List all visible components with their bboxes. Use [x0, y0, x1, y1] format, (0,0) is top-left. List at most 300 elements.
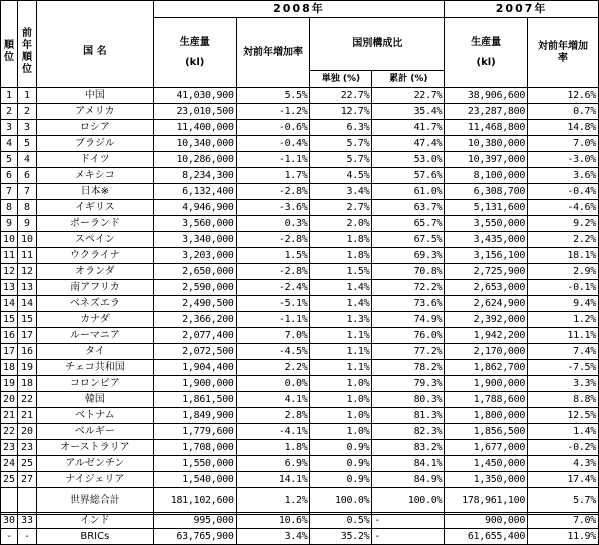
production-2007-cell: 2,725,900 [445, 264, 528, 280]
change-2007-cell: -0.4% [528, 184, 599, 200]
production-2008-cell: 1,540,000 [153, 472, 236, 488]
share-cumulative-cell: 73.6% [372, 296, 445, 312]
production-2007-cell: 900,000 [445, 513, 528, 529]
share-single-cell: 1.3% [310, 312, 372, 328]
prev-rank-cell: 33 [17, 513, 36, 529]
production-2008-cell: 10,286,000 [153, 152, 236, 168]
production-2008-cell: 995,000 [153, 513, 236, 529]
production-2008-cell: 3,203,000 [153, 248, 236, 264]
country-cell: メキシコ [36, 168, 153, 184]
country-cell: ナイジェリア [36, 472, 153, 488]
production-2007-cell: 1,788,600 [445, 392, 528, 408]
country-cell: ベルギー [36, 424, 153, 440]
share-cumulative-cell: 78.2% [372, 360, 445, 376]
rank-cell [1, 488, 18, 515]
share-cumulative-cell: 100.0% [372, 488, 445, 515]
production-2008-cell: 23,010,500 [153, 104, 236, 120]
change-2007-cell: -4.6% [528, 200, 599, 216]
table-row [1, 456, 599, 472]
production-2007-cell: 178,961,100 [445, 488, 528, 515]
production-2008-cell: 181,102,600 [153, 488, 236, 515]
table-row [1, 120, 599, 136]
table-row [1, 88, 599, 104]
share-single-cell: 6.3% [310, 120, 372, 136]
change-2007-cell: 3.3% [528, 376, 599, 392]
rank-cell: 21 [1, 408, 18, 424]
production-2008-cell: 1,708,000 [153, 440, 236, 456]
prev-rank-cell: 5 [17, 136, 36, 152]
change-2008-cell: -2.8% [236, 184, 310, 200]
rank-cell: 2 [1, 104, 18, 120]
prev-rank-cell: 11 [17, 248, 36, 264]
table-row [1, 104, 599, 120]
table-row [1, 232, 599, 248]
change-2008-cell: -2.8% [236, 232, 310, 248]
share-single-cell: 0.9% [310, 440, 372, 456]
prev-rank-cell: 2 [17, 104, 36, 120]
change-2008-cell: -1.1% [236, 152, 310, 168]
change-2007-cell: 7.0% [528, 136, 599, 152]
rank-cell: 17 [1, 344, 18, 360]
rank-cell: - [1, 529, 18, 545]
table-row [1, 424, 599, 440]
prev-rank-cell: 13 [17, 280, 36, 296]
share-cumulative-cell: 84.1% [372, 456, 445, 472]
production-2008-cell: 4,946,900 [153, 200, 236, 216]
rank-cell: 10 [1, 232, 18, 248]
production-2007-cell: 1,942,200 [445, 328, 528, 344]
country-cell: ルーマニア [36, 328, 153, 344]
header-blank [17, 1, 36, 18]
change-2008-cell: 6.9% [236, 456, 310, 472]
share-cumulative-cell: 35.4% [372, 104, 445, 120]
change-2007-cell: 0.7% [528, 104, 599, 120]
change-2008-cell: 2.2% [236, 360, 310, 376]
production-2008-cell: 2,366,200 [153, 312, 236, 328]
prev-rank-cell: - [17, 529, 36, 545]
prev-rank-cell: 4 [17, 152, 36, 168]
prev-rank-cell: 27 [17, 472, 36, 488]
production-2008-cell: 1,849,900 [153, 408, 236, 424]
table-row [1, 264, 599, 280]
rank-cell: 19 [1, 376, 18, 392]
total-row [1, 488, 599, 515]
share-single-cell: 1.0% [310, 424, 372, 440]
change-2007-cell: 2.2% [528, 232, 599, 248]
rank-cell: 20 [1, 392, 18, 408]
change-2008-cell: 4.1% [236, 392, 310, 408]
share-cumulative-cell: 53.0% [372, 152, 445, 168]
share-cumulative-cell: 74.9% [372, 312, 445, 328]
change-2007-cell: 2.9% [528, 264, 599, 280]
rank-cell: 18 [1, 360, 18, 376]
production-2007-unit: (kl) [476, 56, 496, 68]
table-row [1, 440, 599, 456]
rank-cell: 6 [1, 168, 18, 184]
change-2007-cell: 4.3% [528, 456, 599, 472]
change-2008-cell: 0.0% [236, 376, 310, 392]
change-2007-cell: 11.9% [528, 529, 599, 545]
table-row [1, 376, 599, 392]
change-2007-cell: 17.4% [528, 472, 599, 488]
table-row [1, 344, 599, 360]
change-2007-cell: 12.6% [528, 88, 599, 104]
table-row [1, 312, 599, 328]
prev-rank-cell: 8 [17, 200, 36, 216]
change-2008-cell: 5.5% [236, 88, 310, 104]
table-row [1, 296, 599, 312]
share-single-cell: 3.4% [310, 184, 372, 200]
prev-rank-cell: 15 [17, 312, 36, 328]
prev-rank-cell: 22 [17, 392, 36, 408]
table-row [1, 136, 599, 152]
change-2007-cell: 14.8% [528, 120, 599, 136]
country-cell: 南アフリカ [36, 280, 153, 296]
table-row [1, 408, 599, 424]
production-2008-header [153, 18, 236, 88]
change-2008-cell: -0.4% [236, 136, 310, 152]
change-2008-cell: 0.3% [236, 216, 310, 232]
change-2007-cell: -0.2% [528, 440, 599, 456]
prev-rank-cell: 23 [17, 440, 36, 456]
change-2008-header: 対前年増加率 [236, 18, 310, 88]
rank-cell: 13 [1, 280, 18, 296]
production-2008-cell: 1,861,500 [153, 392, 236, 408]
change-2008-cell: 1.5% [236, 248, 310, 264]
country-cell: アルゼンチン [36, 456, 153, 472]
prev-rank-cell: 20 [17, 424, 36, 440]
production-2007-cell: 2,624,900 [445, 296, 528, 312]
production-2008-cell: 2,490,500 [153, 296, 236, 312]
country-cell: ロシア [36, 120, 153, 136]
production-2007-cell: 10,397,000 [445, 152, 528, 168]
rank-cell: 14 [1, 296, 18, 312]
share-single-cell: 0.9% [310, 472, 372, 488]
share-single-cell: 1.8% [310, 248, 372, 264]
production-2008-cell: 3,340,000 [153, 232, 236, 248]
production-2008-cell: 1,900,000 [153, 376, 236, 392]
rank-cell: 12 [1, 264, 18, 280]
production-2008-cell: 1,550,000 [153, 456, 236, 472]
table-row [1, 513, 599, 529]
rank-cell: 30 [1, 513, 18, 529]
share-cumulative-cell: 57.6% [372, 168, 445, 184]
production-2008-label: 生産量 [179, 36, 210, 48]
prev-rank-cell: 10 [17, 232, 36, 248]
production-2008-cell: 1,904,400 [153, 360, 236, 376]
production-2007-cell: 23,287,800 [445, 104, 528, 120]
production-2007-cell: 1,900,000 [445, 376, 528, 392]
country-header: 国 名 [36, 18, 153, 88]
share-single-cell: 0.5% [310, 513, 372, 529]
table-row [1, 184, 599, 200]
change-2008-cell: 3.4% [236, 529, 310, 545]
share-cumulative-cell: 77.2% [372, 344, 445, 360]
production-2007-cell: 3,156,100 [445, 248, 528, 264]
change-2008-cell: -1.2% [236, 104, 310, 120]
production-2008-cell: 2,650,000 [153, 264, 236, 280]
country-cell: チェコ共和国 [36, 360, 153, 376]
country-cell: ポーランド [36, 216, 153, 232]
share-single-cell: 1.0% [310, 392, 372, 408]
rank-cell: 4 [1, 136, 18, 152]
rank-cell: 5 [1, 152, 18, 168]
production-2007-cell: 1,862,700 [445, 360, 528, 376]
share-header: 国別構成比 [310, 18, 445, 71]
production-2007-cell: 2,653,000 [445, 280, 528, 296]
change-2008-cell: -3.6% [236, 200, 310, 216]
table-row [1, 360, 599, 376]
change-2007-cell: 1.2% [528, 312, 599, 328]
share-single-cell: 1.8% [310, 232, 372, 248]
production-2007-header [445, 18, 528, 88]
production-2007-cell: 11,468,800 [445, 120, 528, 136]
share-single-cell: 1.5% [310, 264, 372, 280]
share-single-cell: 22.7% [310, 88, 372, 104]
prev-rank-cell: 1 [17, 88, 36, 104]
rank-cell: 7 [1, 184, 18, 200]
country-cell: ドイツ [36, 152, 153, 168]
change-2007-cell: 3.6% [528, 168, 599, 184]
rank-cell: 9 [1, 216, 18, 232]
prev-rank-cell: 12 [17, 264, 36, 280]
country-cell: ベネズエラ [36, 296, 153, 312]
change-2008-cell: -2.8% [236, 264, 310, 280]
share-single-cell: 0.9% [310, 456, 372, 472]
share-cumulative-cell: 61.0% [372, 184, 445, 200]
country-cell: 日本※ [36, 184, 153, 200]
country-cell: コロンビア [36, 376, 153, 392]
change-2007-cell: 18.1% [528, 248, 599, 264]
table-row [1, 200, 599, 216]
change-2008-cell: -4.1% [236, 424, 310, 440]
rank-cell: 11 [1, 248, 18, 264]
share-cumulative-cell: 65.7% [372, 216, 445, 232]
production-2008-cell: 63,765,900 [153, 529, 236, 545]
country-cell: ベトナム [36, 408, 153, 424]
year-2007-header: 2007年 [445, 1, 599, 18]
header-blank [36, 1, 153, 18]
change-2007-cell: 5.7% [528, 488, 599, 515]
country-cell: イギリス [36, 200, 153, 216]
table-row [1, 248, 599, 264]
change-2007-cell: -0.1% [528, 280, 599, 296]
rank-cell: 24 [1, 456, 18, 472]
production-2007-cell: 1,350,000 [445, 472, 528, 488]
table-row [1, 168, 599, 184]
country-cell: 世界総合計 [36, 488, 153, 515]
share-single-cell: 35.2% [310, 529, 372, 545]
production-2007-cell: 1,677,000 [445, 440, 528, 456]
table-row [1, 152, 599, 168]
country-cell: 韓国 [36, 392, 153, 408]
production-2008-cell: 8,234,300 [153, 168, 236, 184]
prev-rank-cell: 19 [17, 360, 36, 376]
production-2007-cell: 3,550,000 [445, 216, 528, 232]
rank-cell: 25 [1, 472, 18, 488]
share-cumulative-cell: 81.3% [372, 408, 445, 424]
production-2008-cell: 11,400,000 [153, 120, 236, 136]
change-2008-cell: 7.0% [236, 328, 310, 344]
production-2007-cell: 6,308,700 [445, 184, 528, 200]
production-2007-cell: 1,856,500 [445, 424, 528, 440]
prev-rank-cell: 21 [17, 408, 36, 424]
production-2008-unit: (kl) [185, 56, 205, 68]
country-cell: カナダ [36, 312, 153, 328]
share-cumulative-cell: 67.5% [372, 232, 445, 248]
country-cell: ブラジル [36, 136, 153, 152]
share-single-cell: 1.0% [310, 408, 372, 424]
production-2007-cell: 38,906,600 [445, 88, 528, 104]
change-2008-cell: -0.6% [236, 120, 310, 136]
prev-rank-cell: 6 [17, 168, 36, 184]
rank-cell: 23 [1, 440, 18, 456]
production-2007-cell: 2,170,000 [445, 344, 528, 360]
production-2008-cell: 2,072,500 [153, 344, 236, 360]
share-cumulative-cell: 82.3% [372, 424, 445, 440]
production-2007-cell: 2,392,000 [445, 312, 528, 328]
share-single-cell: 12.7% [310, 104, 372, 120]
change-2008-cell: -1.1% [236, 312, 310, 328]
country-cell: ウクライナ [36, 248, 153, 264]
share-single-cell: 1.1% [310, 360, 372, 376]
share-single-cell: 1.1% [310, 328, 372, 344]
header-blank [1, 1, 18, 18]
production-2008-cell: 6,132,400 [153, 184, 236, 200]
prev-rank-cell: 7 [17, 184, 36, 200]
production-2007-cell: 61,655,400 [445, 529, 528, 545]
share-cumulative-cell: 79.3% [372, 376, 445, 392]
rank-header: 順位 [1, 18, 18, 88]
prev-rank-cell: 3 [17, 120, 36, 136]
table-row [1, 280, 599, 296]
country-cell: BRICs [36, 529, 153, 545]
share-cumulative-header: 累計 (%) [372, 71, 445, 88]
share-cumulative-cell: 83.2% [372, 440, 445, 456]
additional-rows-table [0, 512, 599, 545]
change-2008-cell: 14.1% [236, 472, 310, 488]
share-single-cell: 2.0% [310, 216, 372, 232]
production-2007-label: 生産量 [471, 36, 502, 48]
change-2008-cell: 2.8% [236, 408, 310, 424]
change-2008-cell: 1.7% [236, 168, 310, 184]
production-2007-cell: 1,800,000 [445, 408, 528, 424]
share-cumulative-cell: - [372, 529, 445, 545]
prev-rank-cell: 25 [17, 456, 36, 472]
change-2007-cell: 9.2% [528, 216, 599, 232]
table-row [1, 392, 599, 408]
country-cell: 中国 [36, 88, 153, 104]
prev-rank-cell: 16 [17, 344, 36, 360]
country-cell: オーストラリア [36, 440, 153, 456]
rank-cell: 3 [1, 120, 18, 136]
share-single-cell: 100.0% [310, 488, 372, 515]
share-cumulative-cell: 76.0% [372, 328, 445, 344]
change-2007-cell: 9.4% [528, 296, 599, 312]
change-2008-cell: -5.1% [236, 296, 310, 312]
rank-cell: 22 [1, 424, 18, 440]
change-2007-cell: 11.1% [528, 328, 599, 344]
table-row [1, 216, 599, 232]
share-single-cell: 5.7% [310, 136, 372, 152]
change-2007-cell: 8.8% [528, 392, 599, 408]
change-2007-header: 対前年増加率 [528, 18, 599, 88]
change-2007-cell: 12.5% [528, 408, 599, 424]
country-cell: オランダ [36, 264, 153, 280]
production-2007-cell: 3,435,000 [445, 232, 528, 248]
country-cell: スペイン [36, 232, 153, 248]
change-2007-cell: -7.5% [528, 360, 599, 376]
change-2007-cell: 7.0% [528, 513, 599, 529]
change-2008-cell: 1.8% [236, 440, 310, 456]
country-cell: インド [36, 513, 153, 529]
change-2007-cell: 1.4% [528, 424, 599, 440]
share-cumulative-cell: - [372, 513, 445, 529]
share-cumulative-cell: 84.9% [372, 472, 445, 488]
country-cell: タイ [36, 344, 153, 360]
share-single-cell: 2.7% [310, 200, 372, 216]
share-single-cell: 1.0% [310, 376, 372, 392]
prev-rank-cell: 9 [17, 216, 36, 232]
production-2007-cell: 8,100,000 [445, 168, 528, 184]
change-2008-cell: 1.2% [236, 488, 310, 515]
rank-cell: 1 [1, 88, 18, 104]
production-2008-cell: 2,077,400 [153, 328, 236, 344]
year-2008-header: 2008年 [153, 1, 444, 18]
table-row [1, 529, 599, 545]
change-2007-cell: 7.4% [528, 344, 599, 360]
table-row [1, 328, 599, 344]
production-2007-cell: 1,450,000 [445, 456, 528, 472]
rank-cell: 8 [1, 200, 18, 216]
share-cumulative-cell: 69.3% [372, 248, 445, 264]
production-2008-cell: 3,560,000 [153, 216, 236, 232]
change-2008-cell: 10.6% [236, 513, 310, 529]
rank-cell: 16 [1, 328, 18, 344]
share-cumulative-cell: 47.4% [372, 136, 445, 152]
share-single-cell: 5.7% [310, 152, 372, 168]
rank-cell: 15 [1, 312, 18, 328]
prev-rank-cell: 17 [17, 328, 36, 344]
change-2008-cell: -4.5% [236, 344, 310, 360]
share-cumulative-cell: 22.7% [372, 88, 445, 104]
share-cumulative-cell: 63.7% [372, 200, 445, 216]
production-2007-cell: 10,380,000 [445, 136, 528, 152]
share-cumulative-cell: 80.3% [372, 392, 445, 408]
prev-rank-header: 前年順位 [17, 18, 36, 88]
production-2007-cell: 5,131,600 [445, 200, 528, 216]
production-2008-cell: 41,030,900 [153, 88, 236, 104]
share-cumulative-cell: 70.8% [372, 264, 445, 280]
share-single-cell: 4.5% [310, 168, 372, 184]
prev-rank-cell [17, 488, 36, 515]
share-single-header: 単独 (%) [310, 71, 372, 88]
change-2008-cell: -2.4% [236, 280, 310, 296]
production-2008-cell: 2,590,000 [153, 280, 236, 296]
share-single-cell: 1.4% [310, 296, 372, 312]
prev-rank-cell: 18 [17, 376, 36, 392]
prev-rank-cell: 14 [17, 296, 36, 312]
share-cumulative-cell: 72.2% [372, 280, 445, 296]
country-cell: アメリカ [36, 104, 153, 120]
production-2008-cell: 10,340,000 [153, 136, 236, 152]
production-2008-cell: 1,779,600 [153, 424, 236, 440]
share-cumulative-cell: 41.7% [372, 120, 445, 136]
share-single-cell: 1.4% [310, 280, 372, 296]
change-2007-cell: -3.0% [528, 152, 599, 168]
share-single-cell: 1.1% [310, 344, 372, 360]
table-row [1, 472, 599, 488]
